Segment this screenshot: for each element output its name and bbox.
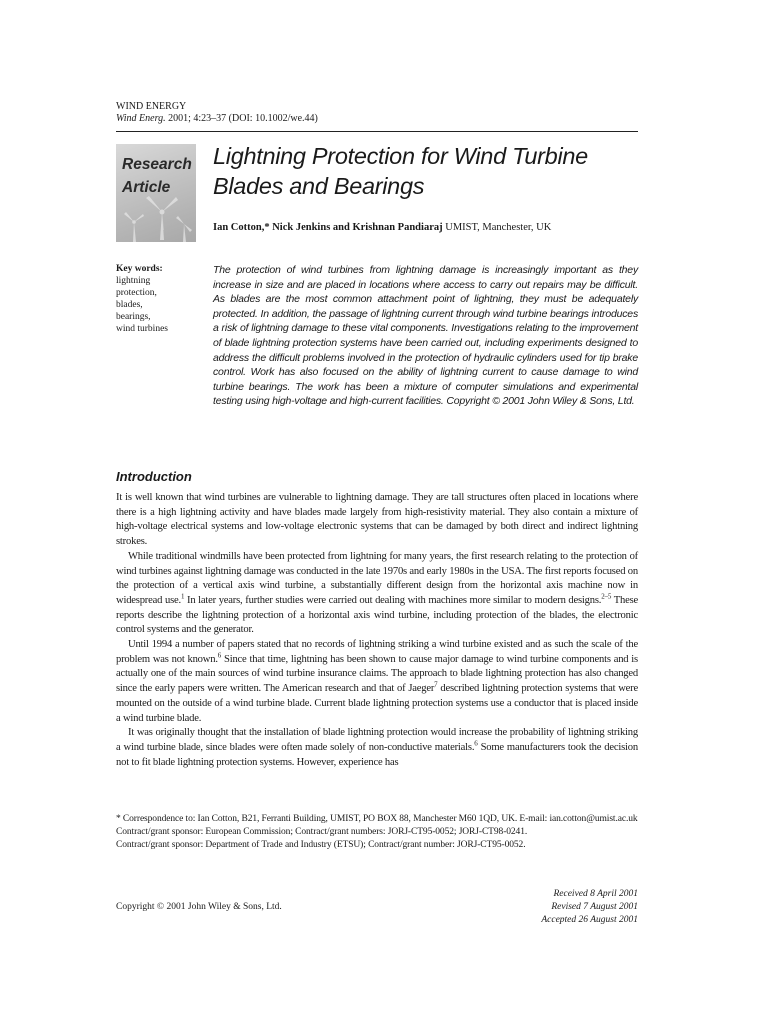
keyword-item: lightning — [116, 276, 151, 286]
author-affiliation: UMIST, Manchester, UK — [442, 222, 552, 233]
section-heading-introduction: Introduction — [116, 469, 192, 484]
citation-abbrev: Wind Energ. — [116, 113, 166, 124]
body-text-run: While traditional windmills have been protected from lightning for many years, the first research relating to the protection of wind turbines against lightning damage was conducted in the late 1970s and early 1980s in the USA. The first reports focused on the protection of a vertical axis wind turbine, a substantially different design from the horizontal axis machine now in widespread use. — [116, 550, 638, 606]
footnote-grant: Contract/grant sponsor: European Commission; Contract/grant numbers: JORJ-CT95-0052; JORJ-CT98-0241. — [116, 827, 528, 837]
journal-header — [116, 101, 318, 125]
body-text-run: In later years, further studies were carried out dealing with machines more similar to modern designs. — [184, 594, 602, 606]
research-article-badge — [116, 144, 196, 242]
keyword-item: bearings, — [116, 312, 151, 322]
footnote-correspondence: * Correspondence to: Ian Cotton, B21, Ferranti Building, UMIST, PO BOX 88, Manchester M60 1QD, UK. E-mail: ian.cotton@umist.ac.uk — [116, 814, 638, 824]
accepted-date: Accepted 26 August 2001 — [541, 915, 638, 925]
body-text-run: These reports describe the lightning protection of a horizontal axis wind turbine, including protection of the blades, the electronic control systems and the generator. — [116, 594, 638, 636]
badge-label — [122, 153, 192, 199]
introduction-body — [116, 491, 638, 770]
author-names: Ian Cotton,* Nick Jenkins and Krishnan Pandiaraj — [213, 222, 443, 233]
body-paragraph — [116, 638, 638, 726]
keyword-item: protection, — [116, 288, 157, 298]
keyword-item: blades, — [116, 300, 143, 310]
citation-ref: 6 — [217, 651, 222, 660]
citation-ref: 2–5 — [601, 592, 612, 601]
body-paragraph: It is well known that wind turbines are vulnerable to lightning damage. They are tall structures often placed in locations where there is a high lightning activity and have blades made largely from high-resistivity material. They also contain a mixture of high-voltage electrical systems and low-voltage electronic systems that can be damaged by both direct and indirect lightning strokes. — [116, 492, 638, 548]
citation-ref: 1 — [180, 592, 185, 601]
received-date: Received 8 April 2001 — [553, 889, 638, 899]
copyright-notice: Copyright © 2001 John Wiley & Sons, Ltd. — [116, 902, 282, 912]
footnotes — [116, 813, 638, 852]
keywords-heading: Key words: — [116, 264, 163, 274]
submission-dates — [541, 888, 638, 927]
body-text-run: Some manufacturers took the decision not to fit blade lightning protection systems. However, experience has — [116, 741, 638, 768]
citation-ref: 6 — [474, 739, 478, 748]
badge-line-article: Article — [122, 179, 171, 196]
revised-date: Revised 7 August 2001 — [551, 902, 638, 912]
citation-ref: 7 — [434, 680, 438, 689]
keywords-block — [116, 263, 168, 335]
body-text-run: Since that time, lightning has been shown to cause major damage to wind turbine components and is actually one of the main sources of wind turbine insurance claims. The approach to blade lightning protection has also changed since the early papers were written. The American research and that of Jaeger — [116, 653, 638, 695]
body-paragraph — [116, 726, 638, 770]
journal-citation — [116, 113, 318, 125]
body-text-run: Until 1994 a number of papers stated that no records of lightning striking a wind turbine existed and as such the scale of the problem was not known. — [116, 639, 638, 665]
author-line — [213, 222, 551, 233]
abstract: The protection of wind turbines from lightning damage is increasingly important as they increase in size and are placed in locations where access to carry out repairs may be difficult. As blades are the most common attachment point of lightning, they must be adequately protected. In addition, the passage of lightning current through wind turbine bearings introduces a risk of lightning damage to these vital components. Investigations relating to the improvement of blade lightning protection systems have been carried out, including experiments designed to address the difficult problems involved in the protection of hydraulic cylinders used for tip brake control. Work has also focused on the ability of lightning current to cause damage to wind turbine bearings. The work has been a mixture of computer simulations and experimental testing using high-voltage and high-current facilities. Copyright © 2001 John Wiley & Sons, Ltd. — [213, 264, 638, 408]
journal-name: WIND ENERGY — [116, 101, 187, 112]
paper-title: Lightning Protection for Wind Turbine Blades and Bearings — [213, 143, 588, 199]
badge-line-research: Research — [122, 156, 192, 173]
body-text-run: described lightning protection systems that were mounted on the outside of a wind turbine blade. Current blade lightning protection systems use a conductor that is placed inside a wind turbine blade. — [116, 683, 638, 724]
body-text-run: It was originally thought that the installation of blade lightning protection would increase the probability of lightning striking a wind turbine blade, since blades were often made solely of non-conductive materials. — [116, 727, 638, 753]
citation-volume-pages-doi: 2001; 4:23–37 (DOI: 10.1002/we.44) — [165, 113, 318, 124]
keyword-item: wind turbines — [116, 324, 168, 334]
footnote-grant: Contract/grant sponsor: Department of Trade and Industry (ETSU); Contract/grant number: JORJ-CT95-0052. — [116, 840, 526, 850]
body-paragraph — [116, 550, 638, 638]
header-rule — [116, 131, 638, 132]
